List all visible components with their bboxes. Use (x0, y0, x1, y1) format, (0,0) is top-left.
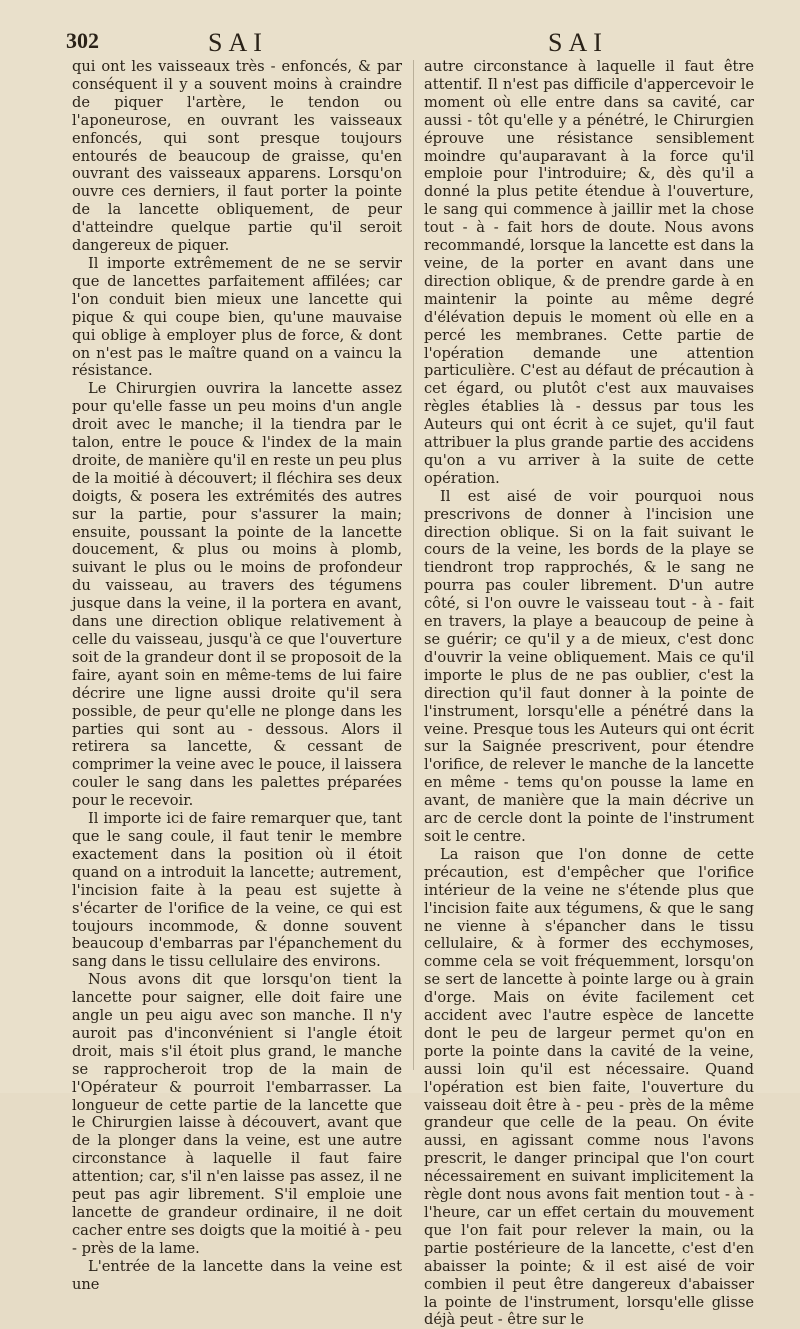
paragraph: qui ont les vaisseaux très - enfoncés, & par conséquent il y a souvent moins à craindre de piquer l'artère, le tendon ou l'aponeurose, en ouvrant les vaisseaux enfoncés, qui sont presque toujours entourés de beaucoup de graisse, qu'en ouvrant des vaisseaux apparens. Lorsqu'on ouvre ces derniers, il faut porter la pointe de la lancette obliquement, de peur d'atteindre quelque partie qu'il seroit dangereux de piquer. (72, 58, 402, 255)
paragraph: Le Chirurgien ouvrira la lancette assez pour qu'elle fasse un peu moins d'un angle droit avec le manche; il la tiendra par le talon, entre le pouce & l'index de la main droite, de manière qu'il en reste un peu plus de la moitié à découvert; il fléchira ses deux doigts, & posera les extrémités des autres sur la partie, pour s'assurer la main; ensuite, poussant la pointe de la lancette doucement, & plus ou moins à plomb, suivant le plus ou le moins de profondeur du vaisseau, au travers des tégumens jusque dans la veine, il la portera en avant, dans une direction oblique relativement à celle du vaisseau, jusqu'à ce que l'ouverture soit de la grandeur dont il se proposoit de la faire, ayant soin en même-tems de lui faire décrire une ligne aussi droite qu'il sera possible, de peur qu'elle ne plonge dans les parties qui sont au - dessous. Alors il retirera sa lancette, & cessant de comprimer la veine avec le pouce, il laissera couler le sang dans les palettes préparées pour le recevoir. (72, 380, 402, 810)
column-divider (413, 60, 414, 1070)
paragraph: Il est aisé de voir pourquoi nous prescrivons de donner à l'incision une direction oblique. Si on la fait suivant le cours de la veine, les bords de la playe se tiendront trop rapprochés, & le sang ne pourra pas couler librement. D'un autre côté, si l'on ouvre le vaisseau tout - à - fait en travers, la playe a beaucoup de peine à se guérir; ce qu'il y a de mieux, c'est donc d'ouvrir la veine obliquement. Mais ce qu'il importe le plus de ne pas oublier, c'est la direction qu'il faut donner à la pointe de l'instrument, lorsqu'elle a pénétré dans la veine. Presque tous les Auteurs qui ont écrit sur la Saignée prescrivent, pour étendre l'orifice, de relever le manche de la lancette en même - tems qu'on pousse la lame en avant, de manière que la main décrive un arc de cercle dont la pointe de l'instrument soit le centre. (424, 487, 754, 845)
paragraph: La raison que l'on donne de cette précaution, est d'empêcher que l'orifice intérieur de la veine ne s'étende plus que l'incision faite aux tégumens, & que le sang ne vienne à s'épancher dans le tissu cellulaire, & à former des ecchymoses, comme cela se voit fréquemment, lorsqu'on se sert de lancette à pointe large ou à grain d'orge. Mais on évite facilement cet accident avec l'autre espèce de lancette dont le peu de largeur permet qu'on en porte la pointe dans la cavité de la veine, aussi loin qu'il est nécessaire. Quand l'opération est bien faite, l'ouverture du vaisseau doit être à - peu - près de la même grandeur que celle de la peau. On évite aussi, en agissant comme nous l'avons prescrit, le danger principal que l'on court nécessairement en suivant implicitement la règle dont nous avons fait mention tout - à - l'heure, car un effet certain du mouvement que l'on fait pour relever la main, ou la partie postérieure de la lancette, c'est d'en abaisser la pointe; & il est aisé de voir combien il peut être dangereux d'abaisser la pointe de l'instrument, lorsqu'elle glisse déjà peut - être sur le (424, 845, 754, 1329)
paragraph: autre circonstance à laquelle il faut être attentif. Il n'est pas difficile d'appercevoir le moment où elle entre dans sa cavité, car aussi - tôt qu'elle y a pénétré, le Chirurgien éprouve une résistance sensiblement moindre qu'auparavant à la force qu'il emploie pour l'introduire; &, dès qu'il a donné la plus petite étendue à l'ouverture, le sang qui commence à jaillir met la chose tout - à - fait hors de doute. Nous avons recommandé, lorsque la lancette est dans la veine, de la porter en avant dans une direction oblique, & de prendre garde à en maintenir la pointe au même degré d'élévation depuis le moment où elle en a percé les membranes. Cette partie de l'opération demande une attention particulière. C'est au défaut de précaution à cet égard, ou plutôt c'est aux mauvaises règles établies là - dessus par tous les Auteurs qui ont écrit à ce sujet, qu'il faut attribuer la plus grande partie des accidens qu'on a vu arriver à la suite de cette opération. (424, 58, 754, 487)
paragraph: Il importe extrêmement de ne se servir que de lancettes parfaitement affilées; car l'on conduit bien mieux une lancette qui pique & qui coupe bien, qu'une mauvaise qui oblige à employer plus de force, & dont on n'est pas le maître quand on a vaincu la résistance. (72, 254, 402, 380)
paragraph: L'entrée de la lancette dans la veine est une (72, 1257, 402, 1293)
running-head-right: SAI (548, 28, 608, 57)
page-number: 302 (66, 28, 99, 53)
paragraph: Il importe ici de faire remarquer que, tant que le sang coule, il faut tenir le membre exactement dans la position où il étoit quand on a introduit la lancette; autrement, l'incision faite à la peau est sujette à s'écarter de l'orifice de la veine, ce qui est toujours incommode, & donne souvent beaucoup d'embarras par l'épanchement du sang dans le tissu cellulaire des environs. (72, 810, 402, 971)
left-column (72, 58, 402, 1294)
right-column (424, 58, 754, 1329)
paragraph: Nous avons dit que lorsqu'on tient la lancette pour saigner, elle doit faire une angle un peu aigu avec son manche. Il n'y auroit pas d'inconvénient si l'angle étoit droit, mais s'il étoit plus grand, le manche se rapprocheroit trop de la main de l'Opérateur & pourroit l'embarrasser. La longueur de cette partie de la lancette que le Chirurgien laisse à découvert, avant que de la plonger dans la veine, est une autre circonstance à laquelle il faut faire attention; car, s'il n'en laisse pas assez, il ne peut pas agir librement. S'il emploie une lancette de grandeur ordinaire, il ne doit cacher entre ses doigts que la moitié à - peu - près de la lame. (72, 971, 402, 1257)
running-head-left: SAI (208, 28, 268, 57)
